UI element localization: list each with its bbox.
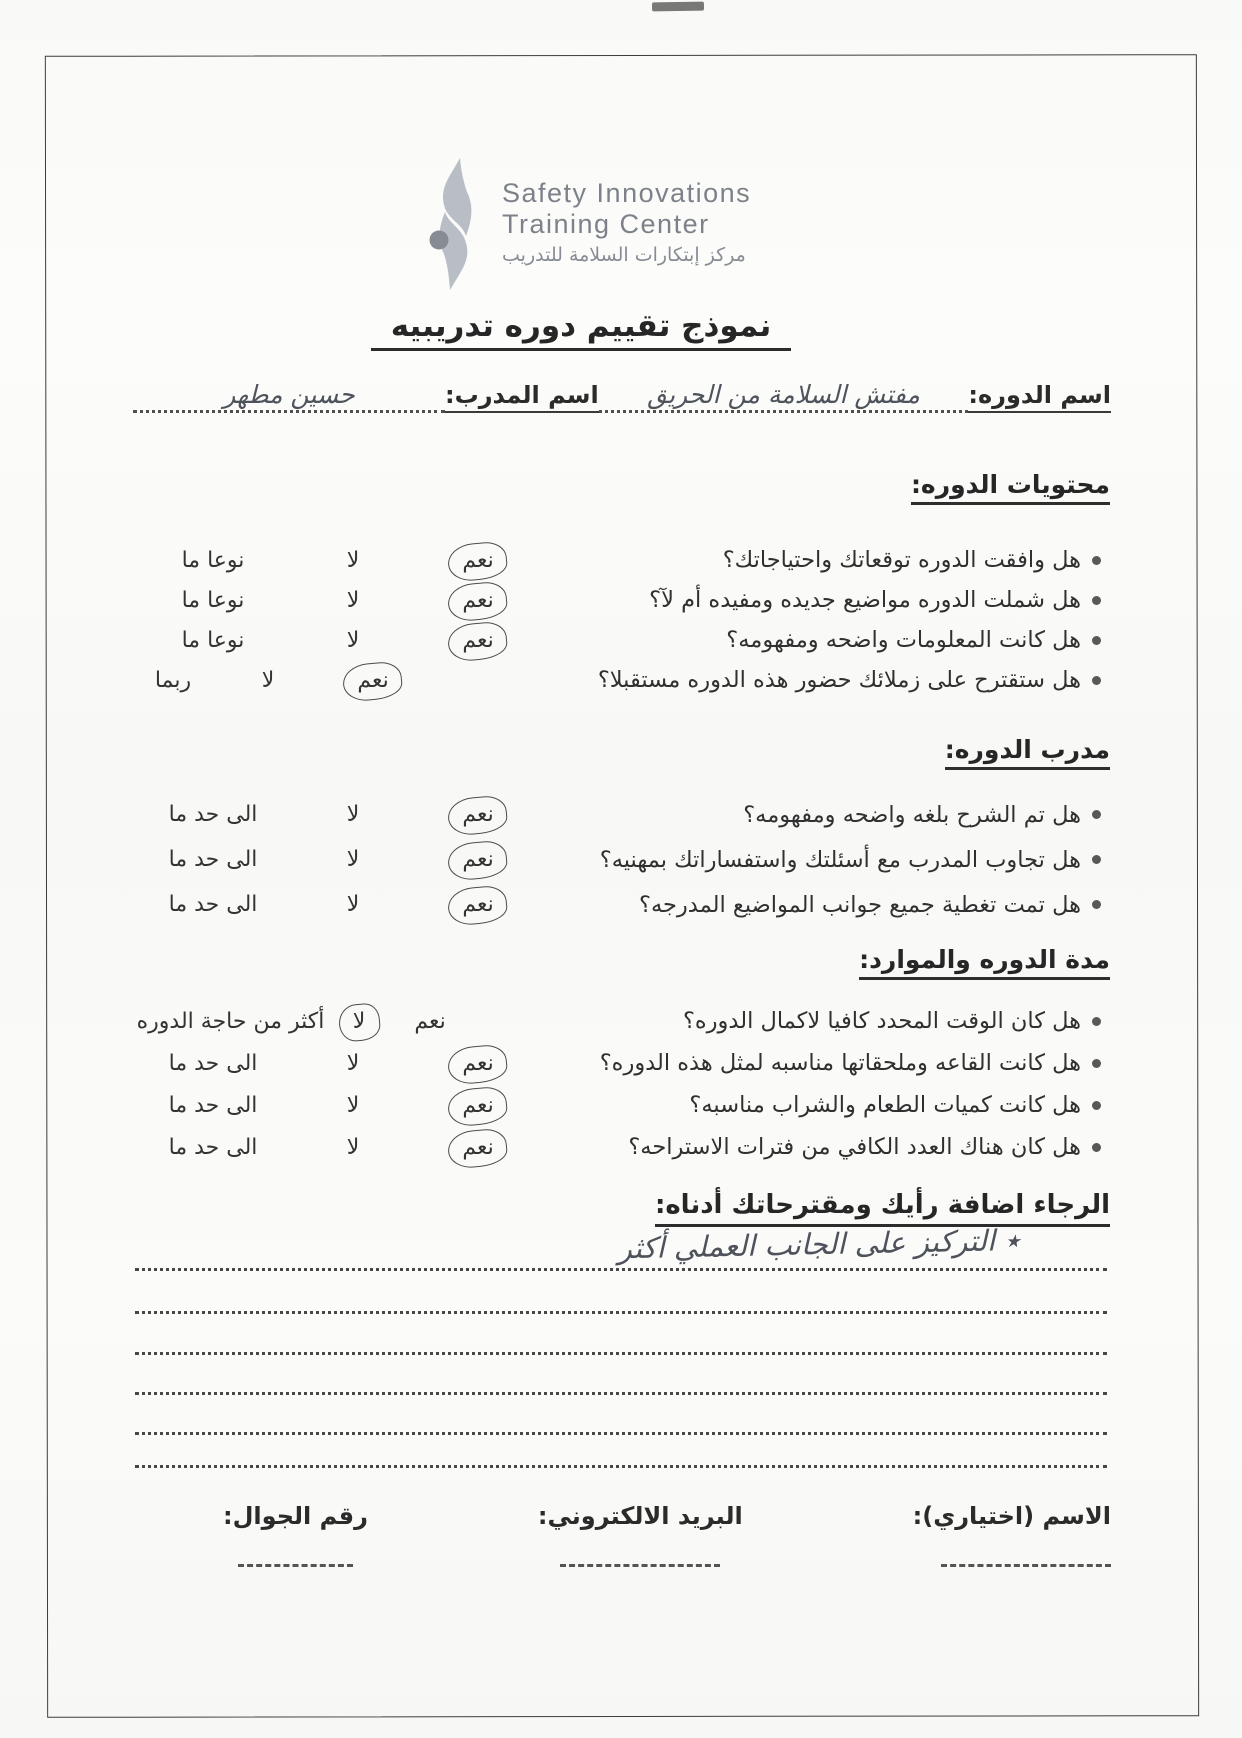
option-to-some-extent: الى حد ما (168, 847, 258, 872)
section-duration-questions (133, 1000, 1111, 1168)
question-row (133, 1000, 1111, 1042)
option-yes: نعم (414, 1008, 446, 1034)
question-text: هل شملت الدوره مواضيع جديده ومفيده أم لآ؟ (649, 587, 1081, 613)
option-no: لا (346, 847, 360, 872)
footer (133, 1502, 1111, 1567)
option-yes: نعم (458, 802, 497, 827)
writing-line (135, 1465, 1107, 1468)
name-row (133, 380, 1111, 413)
option-somewhat: نوعا ما (181, 587, 245, 613)
name-optional-label: الاسم (اختياري): (912, 1502, 1111, 1530)
handwritten-note: ٭ التركيز على الجانب العملي أكثر (617, 1222, 1021, 1266)
section-heading-trainer: مدرب الدوره: (945, 735, 1110, 770)
mobile-label: رقم الجوال: (223, 1502, 368, 1530)
option-more-than-needed: أكثر من حاجة الدوره (136, 1008, 325, 1034)
question-row (133, 540, 1111, 580)
page-title: نموذج تقييم دوره تدريبيه (371, 308, 791, 351)
course-name-value: مفتش السلامة من الحريق (599, 380, 969, 413)
bullet-icon (1092, 900, 1101, 909)
trainer-name-label: اسم المدرب: (445, 381, 599, 413)
scan-artifact-smudge (652, 2, 704, 12)
question-text: هل كانت المعلومات واضحه ومفهومه؟ (726, 627, 1081, 653)
question-text: هل تم الشرح بلغه واضحه ومفهومه؟ (743, 801, 1081, 828)
option-to-some-extent: الى حد ما (168, 1134, 258, 1160)
bullet-icon (1092, 556, 1101, 565)
option-to-some-extent: الى حد ما (168, 892, 258, 917)
option-no: لا (346, 547, 360, 573)
bullet-icon (1092, 596, 1101, 605)
option-no: لا (346, 1092, 360, 1118)
question-text: هل وافقت الدوره توقعاتك واحتياجاتك؟ (722, 547, 1081, 573)
question-row (133, 1042, 1111, 1084)
suggestions-heading: الرجاء اضافة رأيك ومقترحاتك أدناه: (655, 1190, 1110, 1227)
bullet-icon (1092, 1101, 1101, 1110)
bullet-icon (1092, 676, 1101, 685)
question-row (133, 1084, 1111, 1126)
question-text: هل كان هناك العدد الكافي من فترات الاستراحه؟ (628, 1134, 1081, 1160)
writing-line (135, 1311, 1107, 1314)
bullet-icon (1092, 1059, 1101, 1068)
option-no: لا (346, 627, 360, 653)
section-heading-duration: مدة الدوره والموارد: (859, 945, 1110, 980)
bullet-icon (1092, 636, 1101, 645)
mobile-fill-line (238, 1564, 353, 1567)
writing-line (135, 1352, 1107, 1355)
option-to-some-extent: الى حد ما (168, 1092, 258, 1118)
option-to-some-extent: الى حد ما (168, 1050, 258, 1076)
writing-line (135, 1392, 1107, 1395)
option-somewhat: نوعا ما (181, 547, 245, 573)
option-yes: نعم (458, 1093, 497, 1118)
option-yes: نعم (458, 1135, 497, 1160)
option-no: لا (261, 667, 275, 693)
question-row (133, 837, 1111, 882)
trainer-name-value: حسين مطهر (133, 380, 445, 413)
option-no: لا (346, 1134, 360, 1160)
bullet-icon (1092, 855, 1101, 864)
question-text: هل تجاوب المدرب مع أسئلتك واستفساراتك بمهنيه؟ (599, 846, 1081, 873)
option-to-some-extent: الى حد ما (168, 802, 258, 827)
option-yes: نعم (353, 668, 392, 693)
option-yes: نعم (458, 892, 497, 917)
option-no: لا (346, 892, 360, 917)
question-row (133, 882, 1111, 927)
option-yes: نعم (458, 847, 497, 872)
option-no: لا (346, 1050, 360, 1076)
section-heading-contents: محتويات الدوره: (911, 470, 1110, 505)
question-text: هل كانت كميات الطعام والشراب مناسبه؟ (689, 1092, 1081, 1118)
bullet-icon (1092, 1017, 1101, 1026)
option-somewhat: نوعا ما (181, 627, 245, 653)
question-row (133, 660, 1111, 700)
section-trainer-questions (133, 792, 1111, 927)
question-row (133, 1126, 1111, 1168)
logo-arabic: مركز إبتكارات السلامة للتدريب (502, 244, 746, 266)
email-fill-line (560, 1564, 720, 1567)
question-row (133, 580, 1111, 620)
question-row (133, 792, 1111, 837)
option-no: لا (349, 1009, 370, 1034)
name-fill-line (941, 1564, 1111, 1567)
option-yes: نعم (458, 1051, 497, 1076)
option-no: لا (346, 802, 360, 827)
question-text: هل كانت القاعه وملحقاتها مناسبه لمثل هذه الدوره؟ (599, 1050, 1081, 1076)
question-text: هل تمت تغطية جميع جوانب المواضيع المدرجه؟ (639, 891, 1081, 918)
bullet-icon (1092, 810, 1101, 819)
option-yes: نعم (458, 588, 497, 613)
writing-line (135, 1268, 1107, 1271)
logo (420, 156, 751, 292)
option-yes: نعم (458, 628, 497, 653)
question-text: هل ستقترح على زملائك حضور هذه الدوره مستقبلا؟ (597, 667, 1081, 693)
course-name-label: اسم الدوره: (968, 381, 1111, 413)
bullet-icon (1092, 1143, 1101, 1152)
logo-line1: Safety Innovations (502, 178, 752, 208)
question-row (133, 620, 1111, 660)
section-contents-questions (133, 540, 1111, 700)
flame-icon (420, 156, 492, 292)
option-maybe: ربما (154, 667, 192, 693)
question-text: هل كان الوقت المحدد كافيا لاكمال الدوره؟ (682, 1008, 1081, 1034)
option-no: لا (346, 587, 360, 613)
writing-line (135, 1432, 1107, 1435)
option-yes: نعم (458, 548, 497, 573)
email-label: البريد الالكتروني: (537, 1502, 743, 1530)
logo-line2: Training Center (502, 209, 710, 239)
